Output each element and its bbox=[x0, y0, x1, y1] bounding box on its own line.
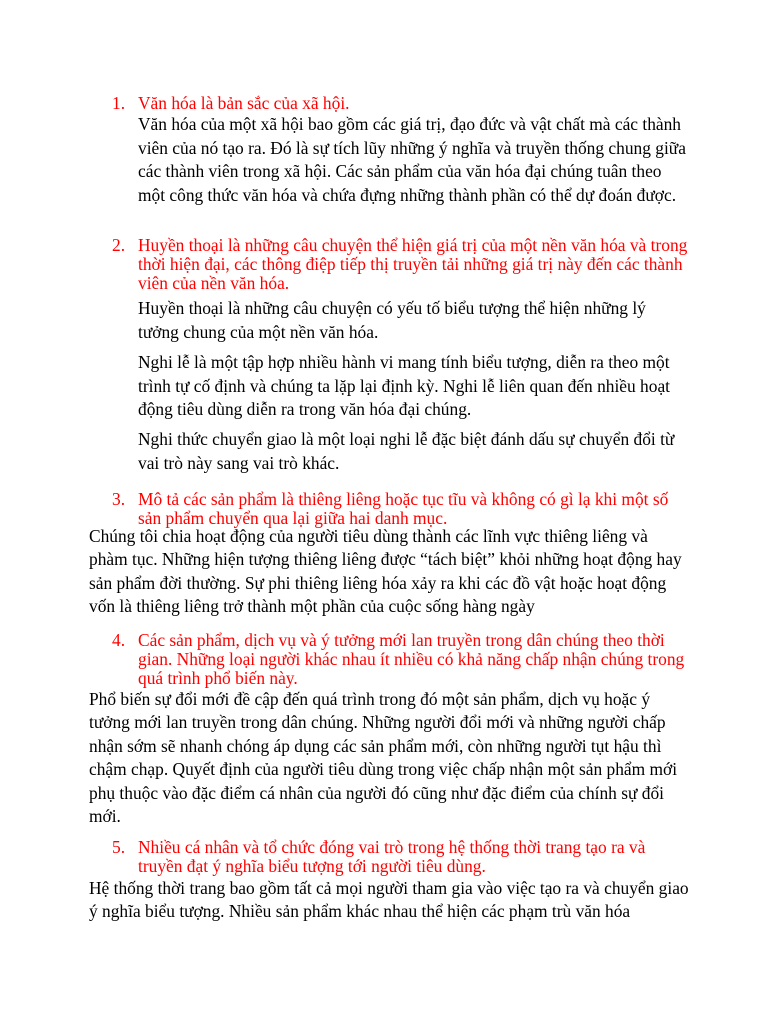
section-4-heading-text: Các sản phẩm, dịch vụ và ý tưởng mới lan truyền trong dân chúng theo thời gian. Những loại người khác nhau ít nhiều có khả năng chấp nhận chúng trong quá trình phổ biến này. bbox=[138, 630, 685, 688]
section-1-heading bbox=[112, 93, 688, 113]
section-1-number: 1. bbox=[112, 93, 126, 113]
section-2-heading bbox=[112, 235, 688, 293]
section-5-number: 5. bbox=[112, 837, 126, 857]
section-2-number: 2. bbox=[112, 235, 126, 255]
section-2-paragraph-2: Nghi lễ là một tập hợp nhiều hành vi mang tính biểu tượng, diễn ra theo một trình tự cố định và chúng ta lặp lại định kỳ. Nghi lễ liên quan đến nhiều hoạt động tiêu dùng diễn ra trong văn hóa đại chúng. bbox=[138, 352, 670, 419]
section-2-paragraph-1: Huyền thoại là những câu chuyện có yếu tố biểu tượng thể hiện những lý tưởng chung của một nền văn hóa. bbox=[138, 298, 646, 342]
section-1-heading-text: Văn hóa là bản sắc của xã hội. bbox=[138, 93, 350, 113]
section-4-number: 4. bbox=[112, 630, 126, 650]
section-1-paragraph-1: Văn hóa của một xã hội bao gồm các giá trị, đạo đức và vật chất mà các thành viên của nó tạo ra. Đó là sự tích lũy những ý nghĩa và truyền thống chung giữa các thành viên trong xã hội. Các sản phẩm của văn hóa đại chúng tuân theo một công thức văn hóa và chứa đựng những thành phần có thể dự đoán được. bbox=[138, 114, 686, 205]
section-5-paragraph-1: Hệ thống thời trang bao gồm tất cả mọi người tham gia vào việc tạo ra và chuyển giao ý nghĩa biểu tượng. Nhiều sản phẩm khác nhau thể hiện các phạm trù văn hóa bbox=[89, 878, 689, 922]
section-4-heading bbox=[112, 630, 688, 688]
section-2-heading-text: Huyền thoại là những câu chuyện thể hiện giá trị của một nền văn hóa và trong thời hiện đại, các thông điệp tiếp thị truyền tải những giá trị này đến các thành viên của nền văn hóa. bbox=[138, 235, 688, 293]
section-5-heading bbox=[112, 837, 688, 876]
section-3-heading bbox=[112, 489, 688, 528]
section-5-heading-text: Nhiều cá nhân và tổ chức đóng vai trò trong hệ thống thời trang tạo ra và truyền đạt ý nghĩa biểu tượng tới người tiêu dùng. bbox=[138, 837, 646, 876]
section-3-heading-text: Mô tả các sản phẩm là thiêng liêng hoặc tục tĩu và không có gì lạ khi một số sản phẩm chuyển qua lại giữa hai danh mục. bbox=[138, 489, 669, 528]
section-3-number: 3. bbox=[112, 489, 126, 509]
section-4-paragraph-1: Phổ biến sự đổi mới đề cập đến quá trình trong đó một sản phẩm, dịch vụ hoặc ý tưởng mới lan truyền trong dân chúng. Những người đổi mới và những người chấp nhận sớm sẽ nhanh chóng áp dụng các sản phẩm mới, còn những người tụt hậu thì chậm chạp. Quyết định của người tiêu dùng trong việc chấp nhận một sản phẩm mới phụ thuộc vào đặc điểm cá nhân của người đó cũng như đặc điểm của chính sự đổi mới. bbox=[89, 689, 678, 827]
section-3-paragraph-1: Chúng tôi chia hoạt động của người tiêu dùng thành các lĩnh vực thiêng liêng và phàm tục. Những hiện tượng thiêng liêng được “tách biệt” khỏi những hoạt động hay sản phẩm đời thường. Sự phi thiêng liêng hóa xảy ra khi các đồ vật hoặc hoạt động vốn là thiêng liêng trở thành một phần của cuộc sống hàng ngày bbox=[89, 526, 682, 617]
section-2-paragraph-3: Nghi thức chuyển giao là một loại nghi lễ đặc biệt đánh dấu sự chuyển đổi từ vai trò này sang vai trò khác. bbox=[138, 429, 675, 473]
